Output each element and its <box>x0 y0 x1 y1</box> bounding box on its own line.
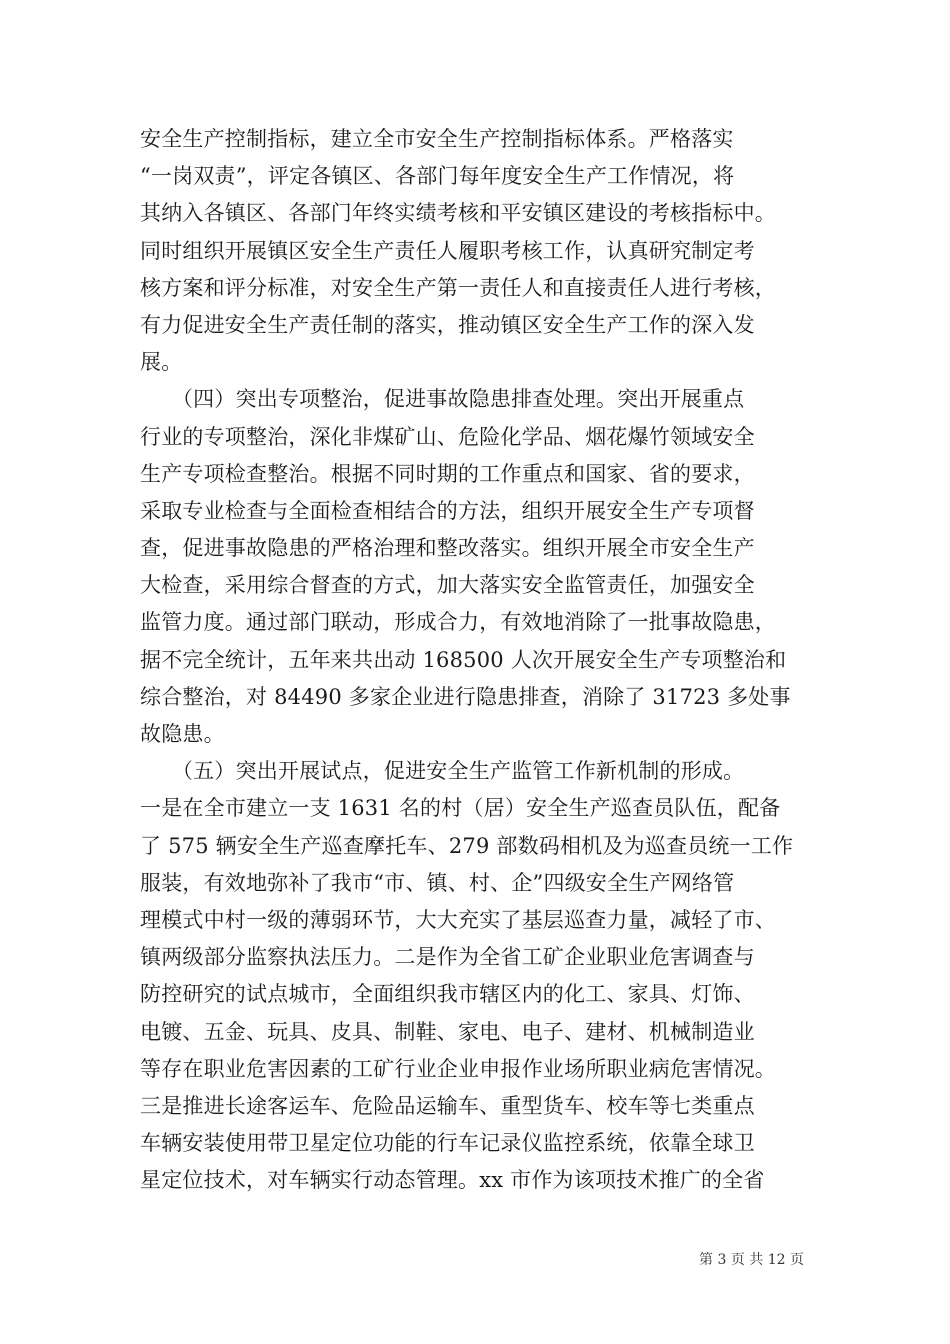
text-line: （五）突出开展试点，促进安全生产监管工作新机制的形成。 <box>140 759 745 784</box>
text-line: 大检查，采用综合督查的方式，加大落实安全监管责任，加强安全 <box>140 573 755 598</box>
text-line: 其纳入各镇区、各部门年终实绩考核和平安镇区建设的考核指标中。 <box>140 201 776 226</box>
text-line: 核方案和评分标准，对安全生产第一责任人和直接责任人进行考核， <box>140 275 776 300</box>
text-line: 电镀、五金、玩具、皮具、制鞋、家电、电子、建材、机械制造业 <box>140 1019 755 1044</box>
text-line: 故隐患。 <box>140 722 225 746</box>
text-line: 理模式中村一级的薄弱环节，大大充实了基层巡查力量，减轻了市、 <box>140 907 776 932</box>
text-line: 防控研究的试点城市，全面组织我市辖区内的化工、家具、灯饰、 <box>140 982 755 1007</box>
text-line: 查，促进事故隐患的严格治理和整改落实。组织开展全市安全生产 <box>140 536 755 561</box>
text-line: 有力促进安全生产责任制的落实，推动镇区安全生产工作的深入发 <box>140 312 755 337</box>
body-text <box>140 121 820 1199</box>
text-line: 一是在全市建立一支 1631 名的村（居）安全生产巡查员队伍，配备 <box>140 796 781 821</box>
text-line: 生产专项检查整治。根据不同时期的工作重点和国家、省的要求， <box>140 461 755 486</box>
text-line: 展。 <box>140 350 183 375</box>
text-line: 安全生产控制指标，建立全市安全生产控制指标体系。严格落实 <box>140 127 734 151</box>
text-line: 综合整治，对 84490 多家企业进行隐患排查，消除了 31723 多处事 <box>140 684 791 709</box>
text-line: 车辆安装使用带卫星定位功能的行车记录仪监控系统，依靠全球卫 <box>140 1131 755 1156</box>
text-line: 等存在职业危害因素的工矿行业企业申报作业场所职业病危害情况。 <box>140 1056 776 1081</box>
text-line: 采取专业检查与全面检查相结合的方法，组织开展安全生产专项督 <box>140 498 755 523</box>
page-number: 第 3 页 共 12 页 <box>699 1252 804 1268</box>
text-line: 镇两级部分监察执法压力。二是作为全省工矿企业职业危害调查与 <box>140 945 755 970</box>
text-line: 监管力度。通过部门联动，形成合力，有效地消除了一批事故隐患， <box>140 610 776 635</box>
text-line: （四）突出专项整治，促进事故隐患排查处理。突出开展重点 <box>140 387 745 412</box>
text-line: 据不完全统计，五年来共出动 168500 人次开展安全生产专项整治和 <box>140 647 787 672</box>
text-line: 星定位技术，对车辆实行动态管理。xx 市作为该项技术推广的全省 <box>140 1168 765 1193</box>
text-line: 三是推进长途客运车、危险品运输车、重型货车、校车等七类重点 <box>140 1093 755 1118</box>
text-line: 同时组织开展镇区安全生产责任人履职考核工作，认真研究制定考 <box>140 238 755 263</box>
text-line: 行业的专项整治，深化非煤矿山、危险化学品、烟花爆竹领域安全 <box>140 424 755 449</box>
text-line: 服装，有效地弥补了我市“市、镇、村、企”四级安全生产网络管 <box>140 870 735 895</box>
text-line: “一岗双责”，评定各镇区、各部门每年度安全生产工作情况，将 <box>140 164 735 189</box>
text-line: 了 575 辆安全生产巡查摩托车、279 部数码相机及为巡查员统一工作 <box>140 833 794 858</box>
